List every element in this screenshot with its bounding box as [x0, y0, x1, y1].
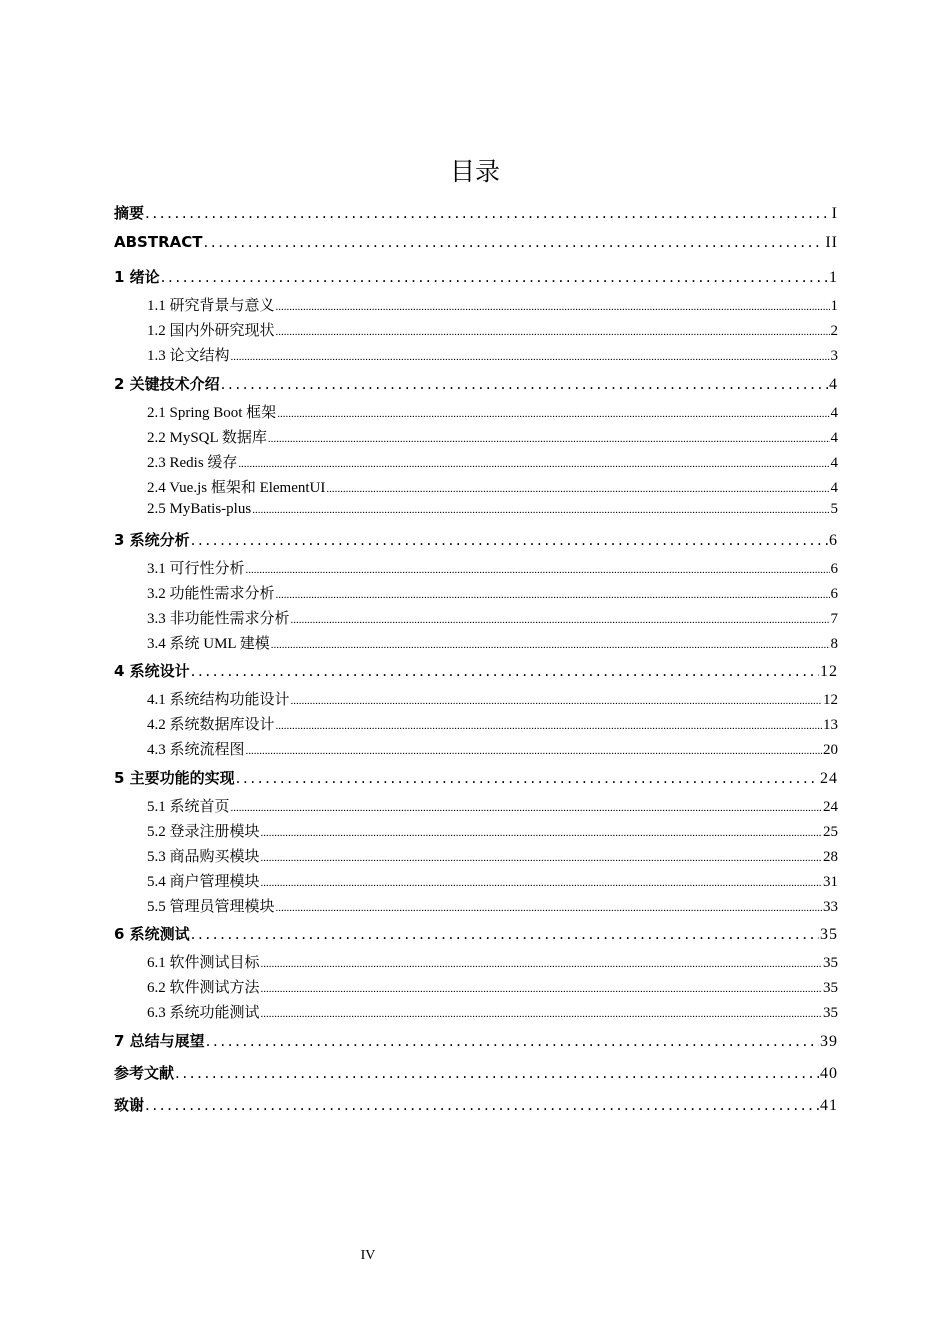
toc-entry-page: 35	[823, 980, 838, 996]
toc-entry-page: 12	[820, 663, 838, 680]
toc-entry-label: 4 系统设计	[114, 662, 190, 680]
toc-entry-label: 5.4 商户管理模块	[147, 874, 260, 890]
toc-entry-page: 33	[823, 899, 838, 915]
toc-entry-page: 12	[823, 692, 838, 708]
toc-entry-page: 4	[830, 455, 838, 471]
dot-leader	[191, 662, 819, 680]
toc-entry-page: 4	[829, 376, 838, 393]
dot-leader	[161, 268, 828, 286]
dot-leader	[191, 531, 828, 549]
toc-section-entry[interactable]	[147, 344, 838, 365]
toc-entry-page: 8	[830, 636, 838, 652]
toc-chapter-entry[interactable]	[114, 202, 838, 223]
dot-leader	[145, 204, 831, 222]
dot-leader	[326, 483, 829, 495]
toc-section-entry[interactable]	[147, 845, 838, 866]
toc-entry-page: 31	[823, 874, 838, 890]
toc-entry-label: 6 系统测试	[114, 925, 190, 943]
toc-chapter-entry[interactable]	[114, 1094, 838, 1115]
dot-leader	[277, 408, 829, 420]
toc-section-entry[interactable]	[147, 795, 838, 816]
dot-leader	[221, 375, 828, 393]
toc-entry-page: 1	[829, 269, 838, 286]
toc-entry-page: 4	[830, 405, 838, 421]
toc-section-entry[interactable]	[147, 1001, 838, 1022]
toc-entry-label: 3.4 系统 UML 建模	[147, 636, 270, 652]
toc-entry-label: 2 关键技术介绍	[114, 375, 220, 393]
dot-leader	[276, 720, 822, 732]
dot-leader	[246, 745, 822, 757]
toc-entry-page: 6	[829, 532, 838, 549]
toc-section-entry[interactable]	[147, 451, 838, 472]
toc-entry-label: 4.2 系统数据库设计	[147, 717, 275, 733]
toc-entry-page: 24	[820, 770, 838, 787]
dot-leader	[175, 1064, 819, 1082]
toc-section-entry[interactable]	[147, 632, 838, 653]
toc-section-entry[interactable]	[147, 501, 838, 518]
toc-entry-page: 20	[823, 742, 838, 758]
dot-leader	[238, 458, 829, 470]
toc-entry-page: 6	[830, 561, 838, 577]
toc-section-entry[interactable]	[147, 738, 838, 759]
dot-leader	[271, 639, 830, 651]
toc-section-entry[interactable]	[147, 294, 838, 315]
toc-chapter-entry[interactable]	[114, 373, 838, 394]
toc-entry-page: 40	[820, 1065, 838, 1082]
toc-entry-label: 致谢	[114, 1096, 145, 1114]
toc-entry-label: 5.5 管理员管理模块	[147, 899, 275, 915]
toc-entry-label: 3.2 功能性需求分析	[147, 586, 275, 602]
toc-entry-page: 41	[820, 1097, 838, 1114]
dot-leader	[145, 1096, 819, 1114]
toc-section-entry[interactable]	[147, 426, 838, 447]
toc-section-entry[interactable]	[147, 319, 838, 340]
toc-section-entry[interactable]	[147, 401, 838, 422]
toc-chapter-entry[interactable]	[114, 266, 838, 287]
toc-section-entry[interactable]	[147, 607, 838, 628]
toc-entry-label: 5.2 登录注册模块	[147, 824, 260, 840]
toc-chapter-entry[interactable]	[114, 660, 838, 681]
dot-leader	[203, 233, 824, 251]
toc-entry-label: 4.1 系统结构功能设计	[147, 692, 290, 708]
toc-section-entry[interactable]	[147, 951, 838, 972]
dot-leader	[236, 769, 819, 787]
dot-leader	[291, 614, 830, 626]
toc-chapter-entry[interactable]	[114, 1062, 838, 1083]
toc-section-entry[interactable]	[147, 870, 838, 891]
toc-section-entry[interactable]	[147, 476, 838, 497]
dot-leader	[276, 301, 830, 313]
dot-leader	[261, 1008, 822, 1020]
toc-entry-page: 1	[830, 298, 838, 314]
dot-leader	[276, 902, 822, 914]
toc-entry-label: 5 主要功能的实现	[114, 769, 235, 787]
toc-entry-page: 35	[823, 955, 838, 971]
toc-entry-label: 1.1 研究背景与意义	[147, 298, 275, 314]
toc-entry-label: 2.2 MySQL 数据库	[147, 430, 267, 446]
toc-entry-page: 35	[823, 1005, 838, 1021]
toc-chapter-entry[interactable]	[114, 767, 838, 788]
toc-entry-label: 6.2 软件测试方法	[147, 980, 260, 996]
toc-entry-page: 3	[830, 348, 838, 364]
toc-entry-label: 2.5 MyBatis-plus	[147, 501, 252, 517]
toc-entry-label: 3.3 非功能性需求分析	[147, 611, 290, 627]
toc-chapter-entry[interactable]	[114, 923, 838, 944]
toc-entry-page: 13	[823, 717, 838, 733]
toc-entry-page: 35	[820, 926, 838, 943]
toc-entry-page: 6	[830, 586, 838, 602]
toc-section-entry[interactable]	[147, 582, 838, 603]
toc-entry-label: 5.1 系统首页	[147, 799, 230, 815]
toc-entry-label: ABSTRACT	[114, 233, 203, 251]
toc-entry-label: 1 绪论	[114, 268, 160, 286]
dot-leader	[276, 326, 830, 338]
toc-section-entry[interactable]	[147, 820, 838, 841]
toc-entry-label: 摘要	[114, 204, 145, 222]
toc-entry-label: 参考文献	[114, 1064, 175, 1082]
toc-entry-label: 3 系统分析	[114, 531, 190, 549]
dot-leader	[261, 983, 822, 995]
toc-entry-label: 4.3 系统流程图	[147, 742, 245, 758]
toc-entry-label: 2.1 Spring Boot 框架	[147, 405, 277, 421]
toc-entry-label: 7 总结与展望	[114, 1032, 205, 1050]
toc-entry-label: 3.1 可行性分析	[147, 561, 245, 577]
page-number: IV	[360, 1248, 376, 1263]
dot-leader	[291, 695, 822, 707]
dot-leader	[261, 852, 822, 864]
dot-leader	[261, 958, 822, 970]
page-title: 目录	[449, 157, 500, 186]
toc-entry-page: I	[831, 205, 838, 222]
toc-entry-page: 4	[830, 430, 838, 446]
toc-entry-label: 1.2 国内外研究现状	[147, 323, 275, 339]
toc-chapter-entry[interactable]	[114, 529, 838, 550]
dot-leader	[231, 351, 830, 363]
toc-entry-label: 1.3 论文结构	[147, 348, 230, 364]
toc-entry-page: 25	[823, 824, 838, 840]
dot-leader	[276, 589, 830, 601]
toc-entry-label: 2.4 Vue.js 框架和 ElementUI	[147, 480, 326, 496]
toc-entry-page: 2	[830, 323, 838, 339]
toc-section-entry[interactable]	[147, 976, 838, 997]
dot-leader	[261, 827, 822, 839]
dot-leader	[268, 433, 830, 445]
toc-entry-page: 24	[823, 799, 838, 815]
toc-entry-label: 2.3 Redis 缓存	[147, 455, 238, 471]
toc-entry-label: 6.3 系统功能测试	[147, 1005, 260, 1021]
toc-section-entry[interactable]	[147, 557, 838, 578]
toc-chapter-entry[interactable]	[114, 1030, 838, 1051]
dot-leader	[231, 802, 822, 814]
toc-section-entry[interactable]	[147, 688, 838, 709]
dot-leader	[206, 1032, 819, 1050]
dot-leader	[246, 564, 830, 576]
toc-entry-label: 5.3 商品购买模块	[147, 849, 260, 865]
toc-section-entry[interactable]	[147, 895, 838, 916]
toc-section-entry[interactable]	[147, 713, 838, 734]
dot-leader	[261, 877, 822, 889]
toc-chapter-entry[interactable]	[114, 233, 838, 252]
dot-leader	[252, 504, 829, 516]
toc-entry-page: 5	[830, 501, 838, 517]
toc-entry-page: 39	[820, 1033, 838, 1050]
toc-entry-page: II	[825, 234, 838, 251]
toc-entry-page: 28	[823, 849, 838, 865]
toc-entry-label: 6.1 软件测试目标	[147, 955, 260, 971]
toc-entry-page: 7	[830, 611, 838, 627]
toc-entry-page: 4	[830, 480, 838, 496]
dot-leader	[191, 925, 819, 943]
